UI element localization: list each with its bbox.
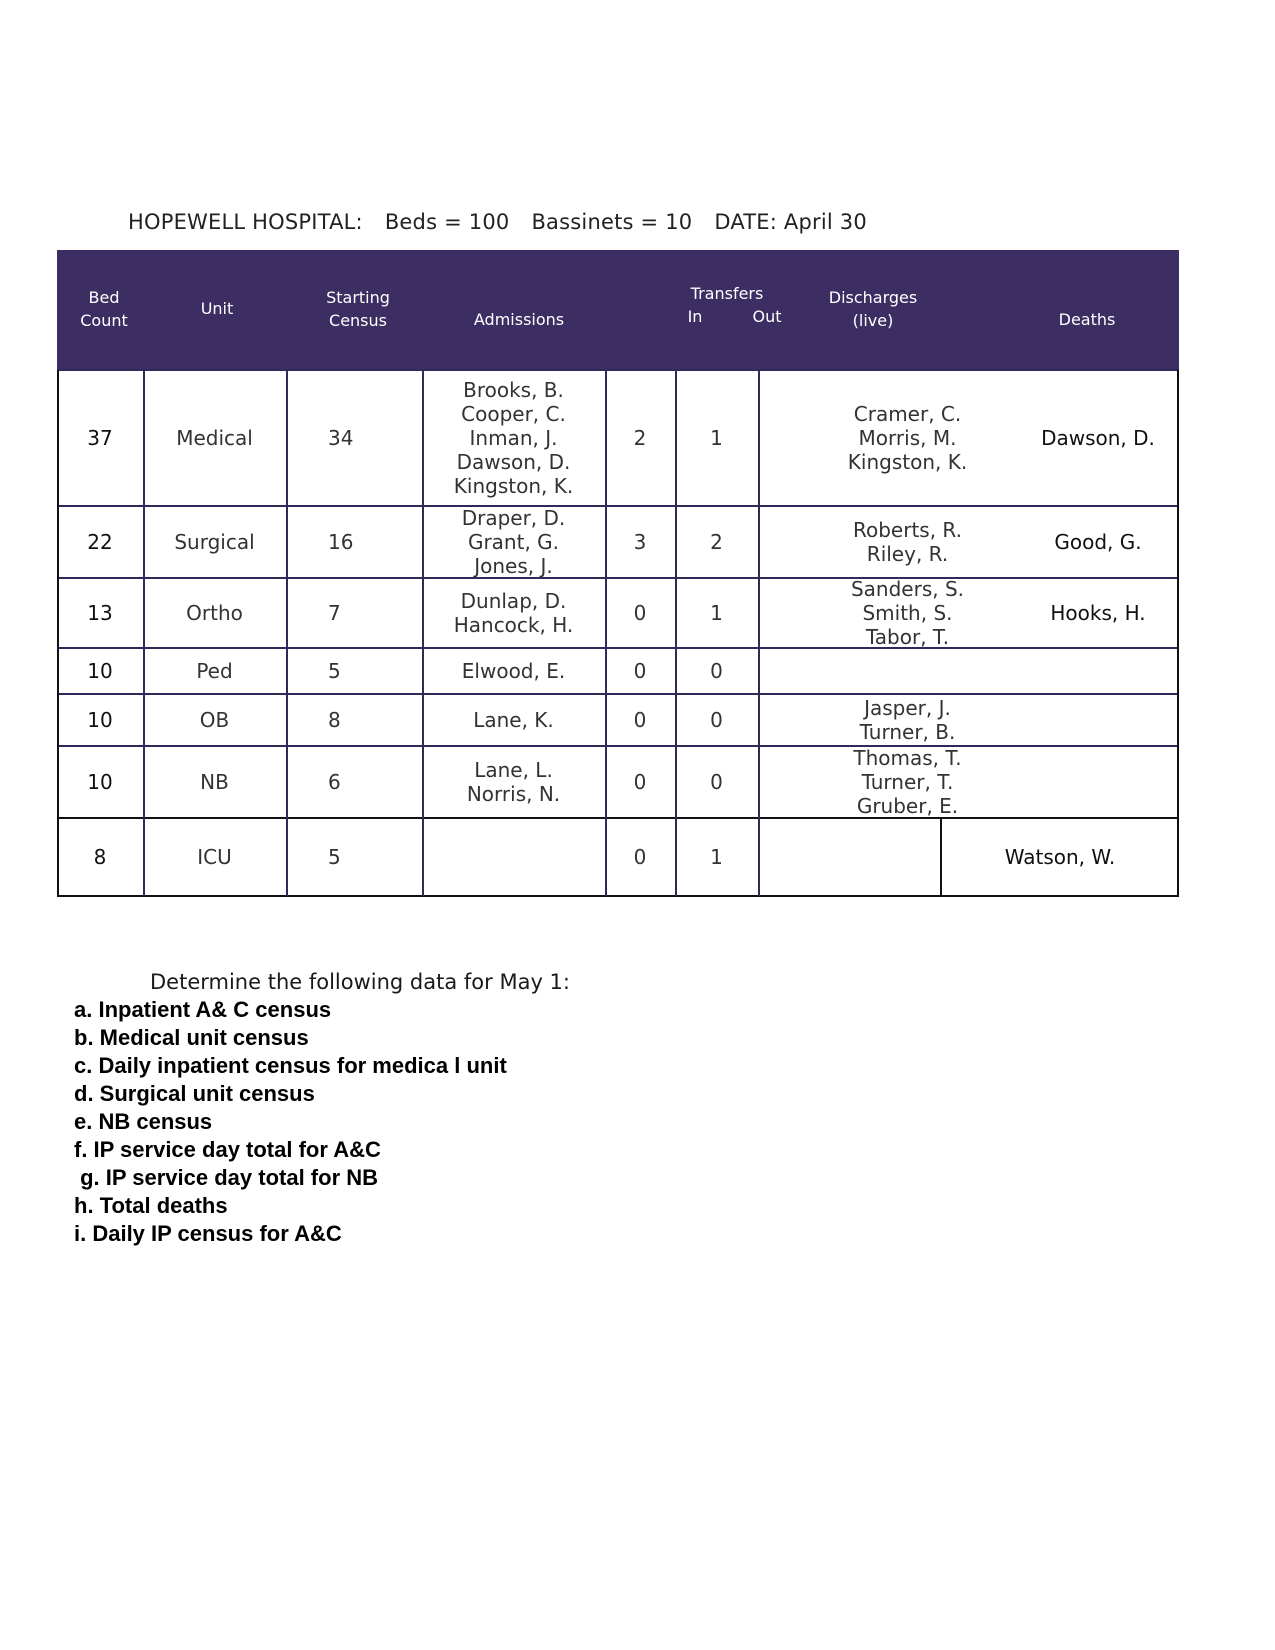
cell-bed-count [57, 818, 143, 896]
cell-line: Sanders, S. [850, 577, 965, 601]
cell-admissions [422, 746, 605, 818]
col-starting-census: Starting Census [326, 288, 390, 330]
cell-deaths [941, 818, 1179, 896]
cell-line: 10 [87, 770, 113, 794]
question-item: e. NB census [74, 1109, 213, 1134]
cell-unit [143, 818, 286, 896]
cell-discharges [758, 694, 1057, 746]
cell-discharges [758, 648, 1057, 694]
col-bed-count: Bed Count [80, 288, 128, 330]
cell-line: NB [200, 770, 229, 794]
cell-discharges [758, 818, 941, 896]
cell-admissions [422, 648, 605, 694]
census-date: DATE: April 30 [714, 210, 867, 234]
question-list [74, 970, 570, 1248]
cell-line: Gruber, E. [856, 794, 959, 818]
cell-line: 10 [87, 708, 113, 732]
cell-line: Dawson, D. [1041, 426, 1155, 450]
cell-unit [143, 694, 286, 746]
cell-line: 1 [710, 601, 723, 625]
cell-line: 0 [633, 708, 647, 732]
cell-unit [143, 370, 286, 506]
cell-line: 0 [710, 659, 723, 683]
cell-transfer-out [675, 746, 758, 818]
cell-transfer-out [675, 818, 758, 896]
cell-line: 0 [633, 659, 647, 683]
cell-transfer-out [675, 506, 758, 578]
col-discharges: Discharges (live) [828, 288, 918, 330]
cell-deaths [1017, 746, 1179, 818]
cell-transfer-in [605, 818, 675, 896]
cell-starting-census [286, 694, 422, 746]
cell-line: Hooks, H. [1050, 601, 1146, 625]
cell-line: Turner, T. [861, 770, 954, 794]
cell-unit [143, 648, 286, 694]
cell-line: Ped [196, 659, 233, 683]
cell-deaths [1017, 694, 1179, 746]
cell-admissions [422, 578, 605, 648]
cell-deaths [1017, 578, 1179, 648]
cell-line: 2 [633, 426, 647, 450]
col-transfers-in: In [687, 307, 703, 326]
cell-deaths [1017, 506, 1179, 578]
cell-line: Dunlap, D. [460, 589, 567, 613]
question-item: b. Medical unit census [74, 1025, 309, 1050]
cell-transfer-in [605, 578, 675, 648]
cell-line: Lane, K. [473, 708, 554, 732]
cell-line: Watson, W. [1004, 845, 1116, 869]
cell-line: Norris, N. [466, 782, 561, 806]
cell-transfer-out [675, 694, 758, 746]
cell-line: 22 [87, 530, 113, 554]
cell-line: Inman, J. [469, 426, 558, 450]
cell-bed-count [57, 370, 143, 506]
cell-starting-census [286, 648, 422, 694]
cell-line: Tabor, T. [865, 625, 950, 649]
cell-line: Draper, D. [461, 506, 566, 530]
cell-line: Medical [176, 426, 253, 450]
cell-discharges [758, 746, 1057, 818]
cell-admissions [422, 506, 605, 578]
table-header [57, 250, 1179, 370]
cell-line: Good, G. [1054, 530, 1142, 554]
col-deaths: Deaths [1058, 310, 1116, 329]
cell-line: Ortho [186, 601, 243, 625]
cell-line: Thomas, T. [853, 746, 962, 770]
cell-line: 5 [328, 659, 341, 683]
cell-line: 2 [710, 530, 723, 554]
cell-line: 10 [87, 659, 113, 683]
cell-line: Riley, R. [866, 542, 949, 566]
cell-line: 0 [633, 601, 647, 625]
cell-transfer-out [675, 578, 758, 648]
cell-line: Kingston, K. [847, 450, 968, 474]
cell-line: OB [199, 708, 230, 732]
table-body [57, 370, 1179, 922]
cell-line: 3 [633, 530, 647, 554]
cell-transfer-in [605, 370, 675, 506]
cell-unit [143, 578, 286, 648]
question-item: h. Total deaths [74, 1193, 228, 1218]
cell-line: 7 [328, 601, 341, 625]
cell-unit [143, 506, 286, 578]
cell-discharges [758, 506, 1057, 578]
cell-line: 8 [93, 845, 107, 869]
cell-bed-count [57, 506, 143, 578]
cell-line: Cooper, C. [461, 402, 566, 426]
cell-line: Surgical [174, 530, 255, 554]
hospital-name: HOPEWELL HOSPITAL: [128, 210, 363, 234]
cell-line: Smith, S. [862, 601, 953, 625]
col-transfers: Transfers [690, 284, 764, 303]
cell-transfer-out [675, 370, 758, 506]
cell-line: Morris, M. [858, 426, 957, 450]
cell-line: Dawson, D. [456, 450, 571, 474]
questions-intro: Determine the following data for May 1: [150, 970, 570, 994]
cell-line: 0 [633, 845, 647, 869]
cell-line: Jones, J. [474, 554, 553, 578]
question-item: i. Daily IP census for A&C [74, 1221, 342, 1246]
cell-admissions [422, 694, 605, 746]
cell-unit [143, 746, 286, 818]
col-transfers-out: Out [752, 307, 782, 326]
cell-line: 1 [710, 845, 723, 869]
cell-transfer-in [605, 648, 675, 694]
cell-line: Turner, B. [859, 720, 956, 744]
bassinets-count: Bassinets = 10 [531, 210, 693, 234]
cell-transfer-in [605, 694, 675, 746]
cell-line: 16 [328, 530, 354, 554]
cell-discharges [758, 578, 1057, 648]
beds-count: Beds = 100 [384, 210, 510, 234]
cell-starting-census [286, 578, 422, 648]
question-item: c. Daily inpatient census for medica l unit [74, 1053, 507, 1078]
cell-line: 5 [328, 845, 341, 869]
question-item: a. Inpatient A& C census [74, 997, 332, 1022]
cell-transfer-out [675, 648, 758, 694]
cell-starting-census [286, 818, 422, 896]
cell-deaths [1017, 370, 1179, 506]
cell-line: Jasper, J. [864, 696, 951, 720]
cell-line: Elwood, E. [461, 659, 566, 683]
cell-starting-census [286, 746, 422, 818]
cell-line: 0 [710, 708, 723, 732]
cell-line: Brooks, B. [463, 378, 564, 402]
cell-admissions [422, 818, 605, 896]
cell-line: Kingston, K. [453, 474, 574, 498]
question-item: f. IP service day total for A&C [74, 1137, 381, 1162]
cell-line: 0 [710, 770, 723, 794]
cell-starting-census [286, 370, 422, 506]
cell-line: 8 [328, 708, 341, 732]
cell-bed-count [57, 578, 143, 648]
cell-transfer-in [605, 746, 675, 818]
cell-line: 1 [710, 426, 723, 450]
document-heading [128, 210, 889, 234]
cell-deaths [1017, 648, 1179, 694]
cell-line: 6 [328, 770, 341, 794]
cell-bed-count [57, 746, 143, 818]
cell-line: 34 [328, 426, 354, 450]
col-admissions: Admissions [473, 310, 565, 329]
cell-line: 13 [87, 601, 113, 625]
question-item: g. IP service day total for NB [74, 1165, 379, 1190]
cell-discharges [758, 370, 1057, 506]
cell-line: Hancock, H. [453, 613, 574, 637]
cell-line: ICU [197, 845, 232, 869]
col-unit: Unit [200, 299, 234, 318]
cell-line: Lane, L. [474, 758, 553, 782]
cell-line: Cramer, C. [853, 402, 962, 426]
question-item: d. Surgical unit census [74, 1081, 315, 1106]
cell-admissions [422, 370, 605, 506]
cell-transfer-in [605, 506, 675, 578]
cell-line: Roberts, R. [853, 518, 962, 542]
cell-line: 0 [633, 770, 647, 794]
cell-line: 37 [87, 426, 113, 450]
cell-line: Grant, G. [467, 530, 560, 554]
cell-bed-count [57, 694, 143, 746]
cell-bed-count [57, 648, 143, 694]
cell-starting-census [286, 506, 422, 578]
